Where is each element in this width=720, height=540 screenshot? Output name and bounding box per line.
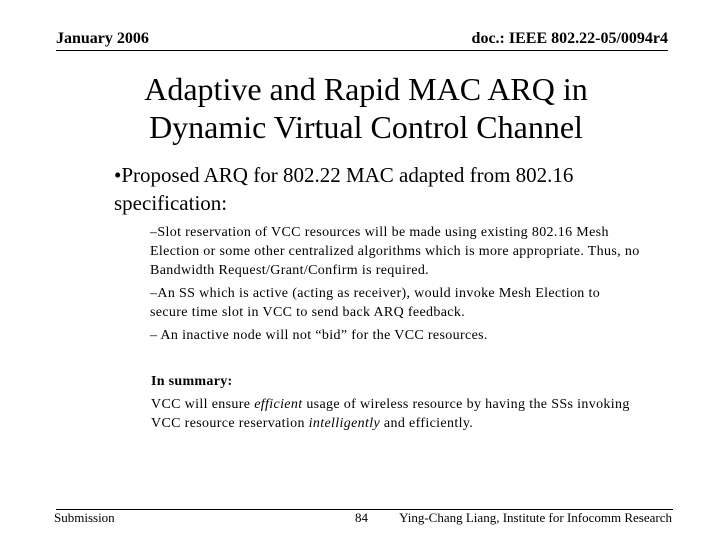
main-bullet-text: Proposed ARQ for 802.22 MAC adapted from 802.16 specification: [114, 163, 574, 215]
sub-bullet-text: An SS which is active (acting as receiver), would invoke Mesh Election to secure time slot in VCC to send back ARQ feedback. [150, 286, 601, 320]
slide-title-line-1: Adaptive and Rapid MAC ARQ in [144, 71, 588, 107]
header-doc-id: doc.: IEEE 802.22-05/0094r4 [471, 30, 668, 47]
summary-text: VCC will ensure [151, 397, 255, 412]
main-bullet [114, 161, 634, 217]
sub-bullet [150, 284, 640, 322]
footer-author: Ying-Chang Liang, Institute for Infocomm Research [399, 510, 672, 525]
summary-body [151, 395, 631, 433]
summary-emphasis: intelligently [308, 416, 381, 431]
sub-bullet [150, 223, 640, 280]
header-divider [56, 50, 668, 51]
summary-emphasis: efficient [254, 397, 303, 412]
slide-title [60, 70, 672, 146]
sub-bullet-text: Slot reservation of VCC resources will be made using existing 802.16 Mesh Election or some other centralized algorithms which is more appropriate. Thus, no Bandwidth Request/Grant/Confirm is required. [150, 225, 640, 278]
header-date: January 2006 [56, 30, 149, 47]
sub-bullet-marker: – [150, 328, 158, 343]
sub-bullet-marker: – [150, 286, 158, 301]
summary-heading: In summary: [151, 374, 233, 389]
sub-bullet-marker: – [150, 225, 158, 240]
sub-bullet [150, 326, 640, 345]
sub-bullet-text: An inactive node will not “bid” for the VCC resources. [157, 328, 488, 343]
footer-page-number: 84 [355, 510, 368, 525]
bullet-marker: • [114, 163, 122, 187]
slide-title-line-2: Dynamic Virtual Control Channel [149, 109, 583, 145]
summary-text: and efficiently. [380, 416, 474, 431]
footer-submission: Submission [54, 510, 115, 525]
summary-text: usage of wireless resource by having the SSs invoking VCC resource reservation [151, 397, 630, 431]
